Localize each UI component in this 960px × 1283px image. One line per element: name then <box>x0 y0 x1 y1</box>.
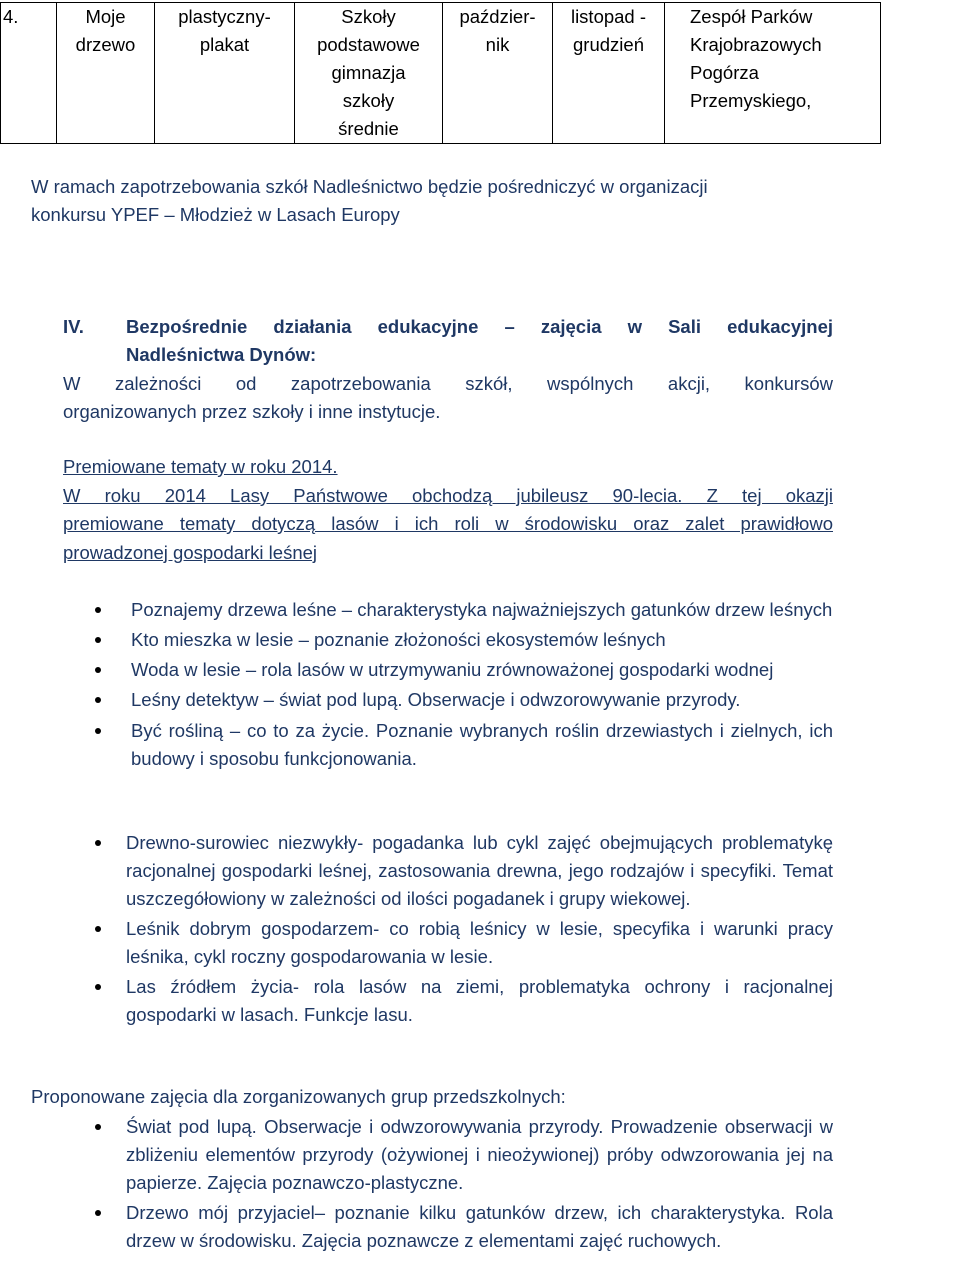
ypef-line-1: W ramach zapotrzebowania szkół Nadleśnictwo będzie pośredniczyć w organizacji <box>31 176 708 197</box>
premium-heading: Premiowane tematy w roku 2014. <box>63 456 338 477</box>
list-item: Leśnik dobrym gospodarzem- co robią leśnicy w lesie, specyfika i warunki pracy leśnika, cykl roczny gospodarowania w lesie. <box>126 915 833 971</box>
list-item: Świat pod lupą. Obserwacje i odwzorowywania przyrody. Prowadzenie obserwacji w zbliżeniu elementów przyrody (ożywionej i nieożywionej) próby odwzorowania jej na papierze. Zajęcia poznawczo-plastyczne. <box>126 1113 833 1197</box>
section-number: IV. <box>63 316 84 337</box>
list-item: Być rośliną – co to za życie. Poznanie wybranych roślin drzewiastych i zielnych, ich budowy i sposobu funkcjonowania. <box>131 717 833 773</box>
list-item: Drzewo mój przyjaciel– poznanie kilku gatunków drzew, ich charakterystyka. Rola drzew w środowisku. Zajęcia poznawcze z elementami zajęć ruchowych. <box>126 1199 833 1255</box>
ypef-line-2: konkursu YPEF – Młodzież w Lasach Europy <box>31 204 400 225</box>
preschool-heading: Proponowane zajęcia dla zorganizowanych grup przedszkolnych: <box>31 1086 566 1107</box>
row-number: 4. <box>1 3 57 144</box>
cell-partner: Zespół Parków Krajobrazowych Pogórza Przemyskiego, <box>665 3 881 144</box>
list-item: Las źródłem życia- rola lasów na ziemi, problematyka ochrony i racjonalnej gospodarki w lasach. Funkcje lasu. <box>126 973 833 1029</box>
list-item: Woda w lesie – rola lasów w utrzymywaniu zrównoważonej gospodarki wodnej <box>131 656 833 684</box>
list-item: Leśny detektyw – świat pod lupą. Obserwacje i odwzorowywanie przyrody. <box>131 686 833 714</box>
other-topics-list <box>126 829 833 1029</box>
cell-target: Szkoły podstawowe gimnazja szkoły średnie <box>295 3 443 144</box>
section-intro-line-1: W zależności od zapotrzebowania szkół, wspólnych akcji, konkursów <box>63 373 833 394</box>
premium-text-line-1: W roku 2014 Lasy Państwowe obchodzą jubileusz 90-lecia. Z tej okazji <box>63 485 833 506</box>
program-table <box>0 2 881 144</box>
list-item: Kto mieszka w lesie – poznanie złożoności ekosystemów leśnych <box>131 626 833 654</box>
list-item: Drewno-surowiec niezwykły- pogadanka lub cykl zajęć obejmujących problematykę racjonalnej gospodarki leśnej, zastosowania drewna, jego rodzajów i specyfiki. Temat uszczegółowiony w zależności od ilości pogadanek i grupy wiekowej. <box>126 829 833 913</box>
premium-text-line-3: prowadzonej gospodarki leśnej <box>63 542 318 563</box>
section-title-line-2: Nadleśnictwa Dynów: <box>126 344 317 365</box>
list-item: Poznajemy drzewa leśne – charakterystyka najważniejszych gatunków drzew leśnych <box>131 596 833 624</box>
table-row <box>1 3 881 144</box>
section-intro-line-2: organizowanych przez szkoły i inne instytucje. <box>63 401 441 422</box>
cell-start: paździer- nik <box>443 3 553 144</box>
cell-title: Moje drzewo <box>57 3 155 144</box>
section-title-line-1: Bezpośrednie działania edukacyjne – zajęcia w Sali edukacyjnej <box>126 316 833 337</box>
premium-topics-list <box>131 596 833 773</box>
cell-end: listopad - grudzień <box>553 3 665 144</box>
preschool-list <box>126 1113 833 1255</box>
cell-form: plastyczny- plakat <box>155 3 295 144</box>
premium-text-line-2: premiowane tematy dotyczą lasów i ich roli w środowisku oraz zalet prawidłowo <box>63 513 833 534</box>
